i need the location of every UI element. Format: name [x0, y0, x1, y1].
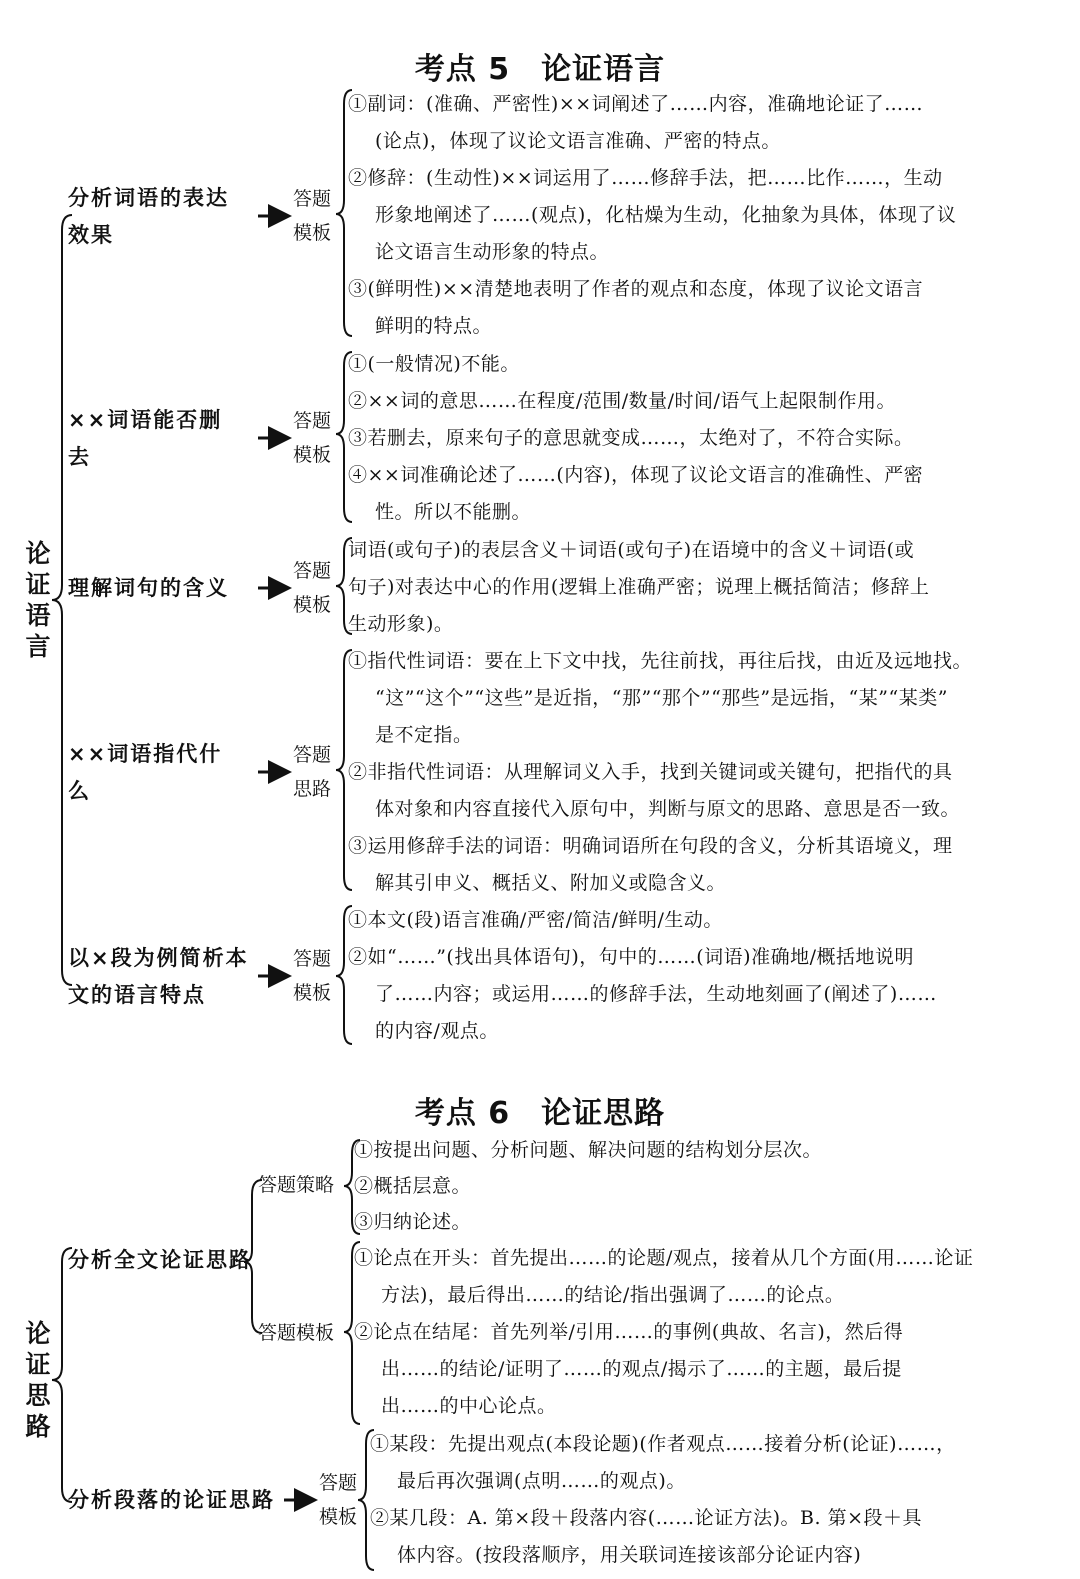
label-answer-template: 答题 模板	[292, 948, 331, 1004]
list-item: 性。所以不能删。	[375, 501, 532, 523]
list-item: ③若删去，原来句子的意思就变成……，太绝对了，不符合实际。	[348, 427, 914, 449]
list-item: 形象地阐述了……(观点)，化枯燥为生动，化抽象为具体，体现了议	[375, 204, 957, 226]
content-strategy	[354, 1132, 822, 1240]
list-item: ③运用修辞手法的词语：明确词语所在句段的含义，分析其语境义，理	[348, 835, 953, 857]
list-item: ②修辞：(生动性)××词运用了……修辞手法，把……比作……，生动	[348, 167, 943, 189]
topic-full-text-reasoning: 分析全文论证思路	[68, 1248, 252, 1272]
list-item: ①按提出问题、分析问题、解决问题的结构划分层次。	[354, 1139, 823, 1161]
list-item: ②非指代性词语：从理解词义入手，找到关键词或关键句，把指代的具	[348, 761, 953, 783]
list-item: ②某几段：A. 第×段＋段落内容(……论证方法)。B. 第×段＋具	[370, 1507, 923, 1529]
section5-title: 考点 5 论证语言	[414, 52, 666, 87]
list-item: 的内容/观点。	[375, 1020, 499, 1042]
list-item: 出……的结论/证明了……的观点/揭示了……的主题，最后提	[381, 1358, 902, 1380]
list-item: 了……内容；或运用……的修辞手法，生动地刻画了(阐述了)……	[375, 983, 937, 1005]
list-item: 体对象和内容直接代入原句中，判断与原文的思路、意思是否一致。	[375, 798, 961, 820]
topic-understand-meaning: 理解词句的含义	[68, 576, 229, 600]
list-item: 句子)对表达中心的作用(逻辑上准确严密；说理上概括简洁；修辞上	[348, 576, 930, 598]
label-answer-template: 答题模板	[258, 1322, 335, 1344]
list-item: 出……的中心论点。	[381, 1395, 557, 1417]
content-full-text-template	[354, 1240, 973, 1425]
list-item: ①论点在开头：首先提出……的论题/观点，接着从几个方面(用……论证	[354, 1247, 974, 1269]
list-item: (论点)，体现了议论文语言准确、严密的特点。	[375, 130, 781, 152]
list-item: ②论点在结尾：首先列举/引用……的事例(典故、名言)，然后得	[354, 1321, 904, 1343]
list-item: 鲜明的特点。	[375, 315, 493, 337]
content-branch-3	[348, 532, 929, 643]
topic-language-features: 以×段为例简析本 文的语言特点	[68, 946, 249, 1007]
list-item: 生动形象)。	[348, 613, 454, 635]
list-item: 方法)，最后得出……的结论/指出强调了……的论点。	[381, 1284, 845, 1306]
content-branch-5	[348, 902, 937, 1050]
list-item: ②××词的意思……在程度/范围/数量/时间/语气上起限制作用。	[348, 390, 896, 412]
list-item: ①副词：(准确、严密性)××词阐述了……内容，准确地论证了……	[348, 93, 924, 115]
list-item: ②如“……”(找出具体语句)，句中的……(词语)准确地/概括地说明	[348, 946, 914, 968]
list-item: “这”“这个”“这些”是近指，“那”“那个”“那些”是远指，“某”“某类”	[375, 687, 948, 709]
section6-root-label: 论 证 思 路	[25, 1319, 51, 1441]
label-answer-strategy: 答题策略	[258, 1174, 335, 1196]
label-answer-template: 答题 模板	[318, 1472, 357, 1528]
list-item: 论文语言生动形象的特点。	[375, 241, 610, 263]
list-item: ①本文(段)语言准确/严密/简洁/鲜明/生动。	[348, 909, 723, 931]
list-item: 最后再次强调(点明……的观点)。	[397, 1470, 686, 1492]
topic-can-word-be-deleted: ××词语能否删 去	[68, 408, 223, 469]
label-answer-template: 答题 模板	[292, 410, 331, 466]
section5-root-label: 论 证 语 言	[25, 539, 51, 661]
list-item: 体内容。(按段落顺序，用关联词连接该部分论证内容)	[397, 1544, 862, 1566]
list-item: 是不定指。	[375, 724, 473, 746]
list-item: ③归纳论述。	[354, 1211, 472, 1233]
topic-what-word-refers-to: ××词语指代什 么	[68, 742, 223, 803]
list-item: 词语(或句子)的表层含义＋词语(或句子)在语境中的含义＋词语(或	[348, 539, 915, 561]
list-item: ①(一般情况)不能。	[348, 353, 520, 375]
list-item: ②概括层意。	[354, 1175, 472, 1197]
content-paragraph-template	[370, 1426, 956, 1574]
list-item: 解其引申义、概括义、附加义或隐含义。	[375, 872, 727, 894]
content-branch-2	[348, 346, 923, 531]
content-branch-4	[348, 643, 972, 902]
list-item: ③(鲜明性)××清楚地表明了作者的观点和态度，体现了议论文语言	[348, 278, 924, 300]
list-item: ④××词准确论述了……(内容)，体现了议论文语言的准确性、严密	[348, 464, 924, 486]
topic-paragraph-reasoning: 分析段落的论证思路	[68, 1488, 275, 1512]
label-answer-template: 答题 模板	[292, 560, 331, 616]
list-item: ①指代性词语：要在上下文中找，先往前找，再往后找，由近及远地找。	[348, 650, 973, 672]
section6-title: 考点 6 论证思路	[414, 1096, 666, 1131]
content-branch-1	[348, 86, 956, 345]
list-item: ①某段：先提出观点(本段论题)(作者观点……接着分析(论证)……，	[370, 1433, 956, 1455]
label-answer-template: 答题 模板	[292, 188, 331, 244]
label-answer-approach: 答题 思路	[292, 744, 331, 800]
topic-word-expression-effect: 分析词语的表达 效果	[68, 186, 229, 247]
